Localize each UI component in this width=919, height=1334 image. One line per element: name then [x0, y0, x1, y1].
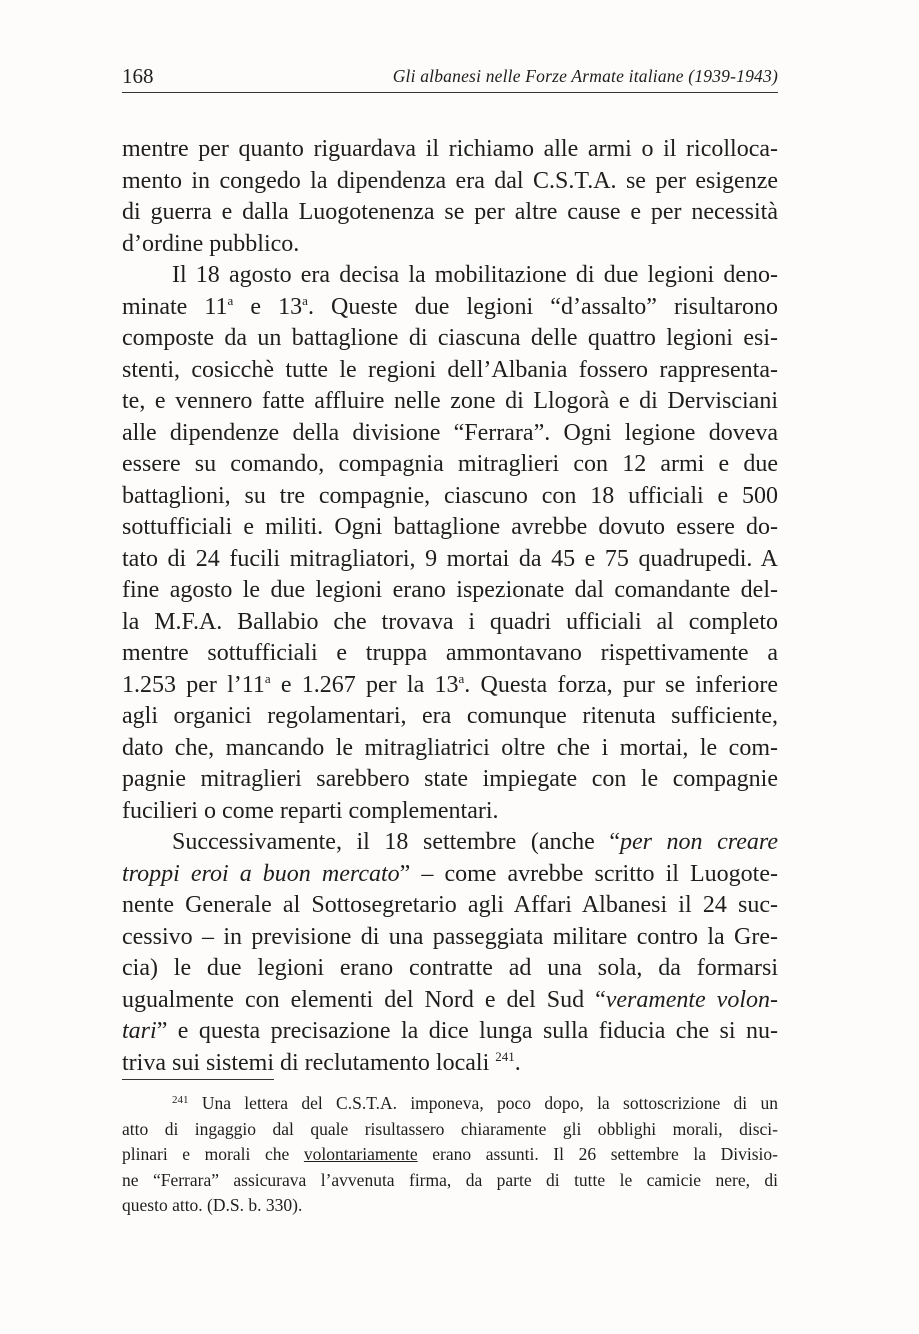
text-line: Successivamente, il 18 settembre (anche “per non creare — [172, 829, 778, 855]
text-line: dato che, mancando le mitragliatrici oltre che i mortai, le com- — [122, 734, 778, 761]
text-line: pagnie mitraglieri sarebbero state impiegate con le compagnie — [122, 766, 778, 792]
text-line: tari” e questa precisazione la dice lunga sulla fiducia che si nu- — [122, 1018, 778, 1044]
page-number: 168 — [122, 64, 154, 88]
text-line: stenti, cosicchè tutte le regioni dell’Albania fossero rappresenta- — [122, 356, 778, 383]
text-line: cessivo – in previsione di una passeggiata militare contro la Gre- — [122, 923, 778, 950]
text-line: fucilieri o come reparti complementari. — [122, 797, 499, 824]
text-line: triva sui sistemi di reclutamento locali $^{241}$. — [122, 1048, 521, 1076]
text-line: la M.F.A. Ballabio che trovava i quadri ufficiali al completo — [122, 608, 778, 635]
text-line: cia) le due legioni erano contratte ad una sola, da formarsi — [122, 955, 778, 981]
text-line: fine agosto le due legioni erano ispezionate dal comandante del- — [122, 577, 778, 603]
text-line: composte da un battaglione di ciascuna delle quattro legioni esi- — [122, 325, 778, 351]
text-line: minate 11$^a$ e 13$^a$. Queste due legioni “d’assalto” risultarono — [122, 292, 779, 320]
text-line: tato di 24 fucili mitragliatori, 9 mortai da 45 e 75 quadrupedi. A — [122, 545, 778, 572]
text-line: ugualmente con elementi del Nord e del Sud “veramente volon- — [122, 986, 778, 1013]
footnote-line: plinari e morali che volontariamente erano assunti. Il 26 settembre la Divisio- — [122, 1144, 778, 1164]
page-header — [122, 62, 778, 93]
text-line: essere su comando, compagnia mitraglieri con 12 armi e due — [122, 451, 778, 477]
text-line: 1.253 per l’11$^a$ e 1.267 per la 13$^a$. Questa forza, pur se inferiore — [122, 670, 778, 698]
text-line: agli organici regolamentari, era comunque ritenuta sufficiente, — [122, 703, 778, 729]
footnote-line: ne “Ferrara” assicurava l’avvenuta firma, da parte di tutte le camicie nere, di — [122, 1169, 778, 1190]
footnote-line: atto di ingaggio dal quale risultassero chiaramente gli obblighi morali, disci- — [122, 1118, 778, 1139]
footnote — [122, 1091, 778, 1219]
paragraph-1 — [122, 134, 778, 260]
paragraph-3 — [122, 827, 778, 1079]
text-line: te, e vennero fatte affluire nelle zone di Llogorà e di Dervisciani — [122, 388, 778, 414]
text-line: sottufficiali e militi. Ogni battaglione avrebbe dovuto essere do- — [122, 514, 778, 540]
text-line: mento in congedo la dipendenza era dal C.S.T.A. se per esigenze — [122, 167, 778, 194]
footnote-number: 241 — [172, 1094, 189, 1106]
text-line: Il 18 agosto era decisa la mobilitazione di due legioni deno- — [172, 262, 778, 288]
text-line: d’ordine pubblico. — [122, 230, 300, 257]
text-line: mentre per quanto riguardava il richiamo alle armi o il ricolloca- — [122, 136, 778, 162]
footnote-reference: 241 — [495, 1048, 515, 1064]
footnote-divider — [122, 1079, 274, 1080]
footnote-line: questo atto. (D.S. b. 330). — [122, 1195, 303, 1215]
paragraph-2 — [122, 260, 778, 827]
running-title: Gli albanesi nelle Forze Armate italiane (1939-1943) — [392, 66, 778, 86]
text-line: di guerra e dalla Luogotenenza se per altre cause e per necessità — [122, 199, 778, 225]
body-text — [122, 134, 778, 1079]
text-line: troppi eroi a buon mercato” – come avrebbe scritto il Luogote- — [122, 860, 778, 887]
text-line: nente Generale al Sottosegretario agli Affari Albanesi il 24 suc- — [122, 892, 778, 918]
footnote-line: $^{241}$ Una lettera del C.S.T.A. imponeva, poco dopo, la sottoscrizione di un — [172, 1093, 778, 1113]
text-line: alle dipendenze della divisione “Ferrara”. Ogni legione doveva — [122, 419, 778, 446]
text-line: mentre sottufficiali e truppa ammontavano rispettivamente a — [122, 640, 778, 666]
text-line: battaglioni, su tre compagnie, ciascuno con 18 ufficiali e 500 — [122, 482, 778, 509]
